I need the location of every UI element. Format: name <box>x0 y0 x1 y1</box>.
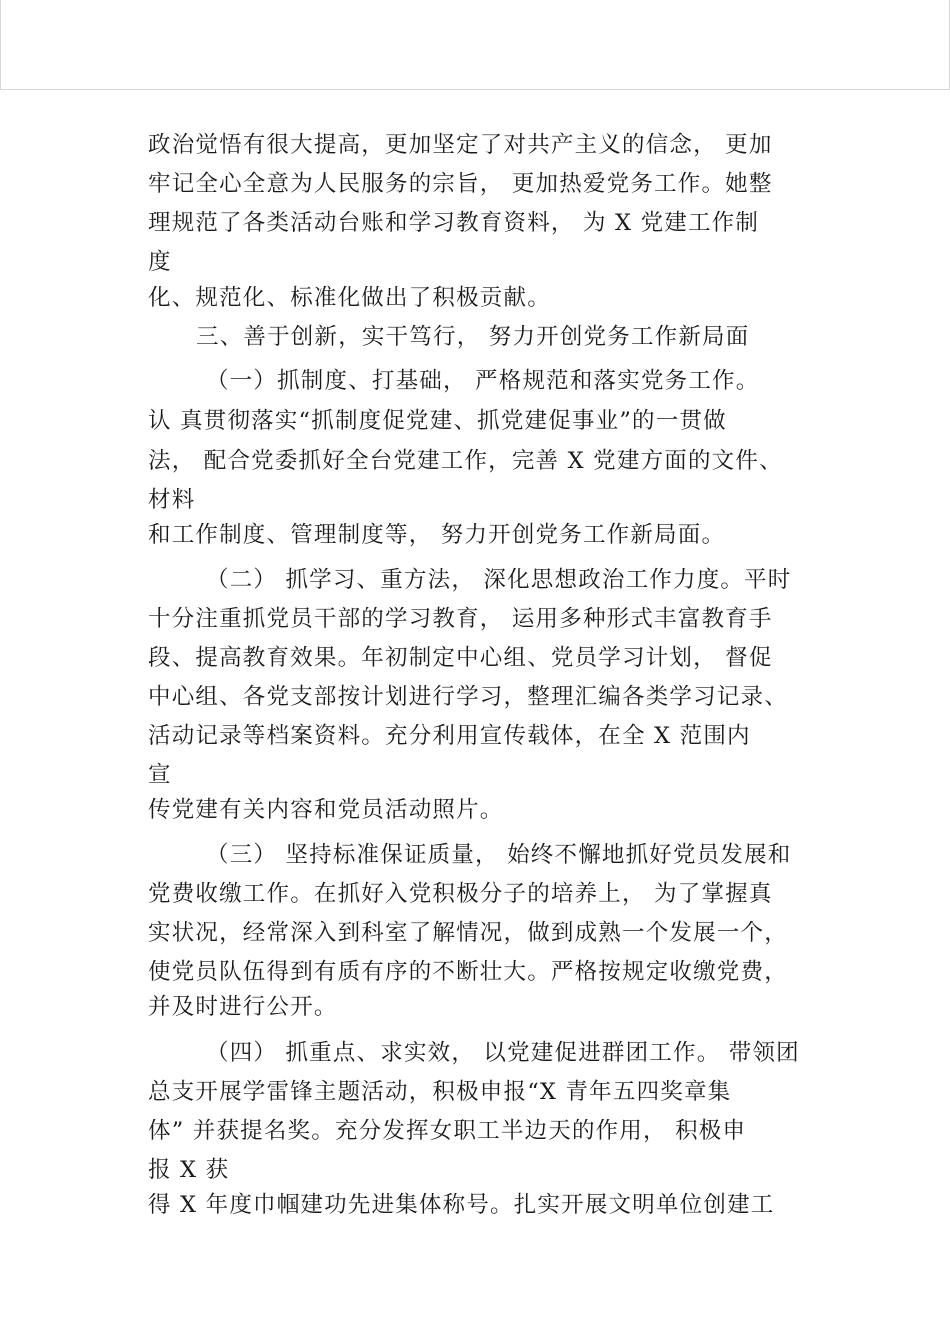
text-line: 度 <box>148 249 172 275</box>
text-line: 理规范了各类活动台账和学习教育资料， 为 X 党建工作制 <box>148 210 760 236</box>
text-line: 活动记录等档案资料。充分利用宣传载体，在全 X 范围内 <box>148 723 751 749</box>
subsection-heading: （二） 抓学习、重方法， 深化思想政治工作力度。平时 <box>206 567 792 593</box>
text-line: 体” 并获提名奖。充分发挥女职工半边天的作用， 积极申 <box>148 1118 747 1144</box>
text-line: 政治觉悟有很大提高，更加坚定了对共产主义的信念， 更加 <box>148 132 773 158</box>
text-line: 段、提高教育效果。年初制定中心组、党员学习计划， 督促 <box>148 645 773 671</box>
text-line: 中心组、各党支部按计划进行学习，整理汇编各类学习记录、 <box>148 684 788 710</box>
text-line: 十分注重抓党员干部的学习教育， 运用多种形式丰富教育手 <box>148 606 773 632</box>
text-line: 和工作制度、管理制度等， 努力开创党务工作新局面。 <box>148 522 726 548</box>
text-line: 材料 <box>148 487 196 513</box>
section-heading: 三、善于创新，实干笃行， 努力开创党务工作新局面 <box>196 324 750 350</box>
text-line: 党费收缴工作。在抓好入党积极分子的培养上， 为了掌握真 <box>148 881 773 907</box>
text-line: 认 真贯彻落实“抓制度促党建、抓党建促事业”的一贯做 <box>148 408 727 434</box>
subsection-heading: （一）抓制度、打基础， 严格规范和落实党务工作。 <box>206 368 760 394</box>
text-line: 传党建有关内容和党员活动照片。 <box>148 797 504 823</box>
text-line: 牢记全心全意为人民服务的宗旨， 更加热爱党务工作。她整 <box>148 171 773 197</box>
subsection-heading: （三） 坚持标准保证质量， 始终不懈地抓好党员发展和 <box>206 842 792 868</box>
subsection-heading: （四） 抓重点、求实效， 以党建促进群团工作。 带领团 <box>206 1040 800 1066</box>
text-line: 并及时进行公开。 <box>148 994 338 1020</box>
text-line: 使党员队伍得到有质有序的不断壮大。严格按规定收缴党费， <box>148 959 788 985</box>
text-line: 法， 配合党委抓好全台党建工作，完善 X 党建方面的文件、 <box>148 448 783 474</box>
text-line: 实状况，经常深入到科室了解情况，做到成熟一个发展一个， <box>148 920 788 946</box>
text-line: 化、规范化、标准化做出了积极贡献。 <box>148 285 551 311</box>
text-line: 宣 <box>148 762 172 788</box>
text-line: 总支开展学雷锋主题活动，积极申报“X 青年五四奖章集 <box>148 1079 732 1105</box>
text-line: 报 X 获 <box>148 1157 230 1183</box>
text-line: 得 X 年度巾帼建功先进集体称号。扎实开展文明单位创建工 <box>148 1192 775 1218</box>
